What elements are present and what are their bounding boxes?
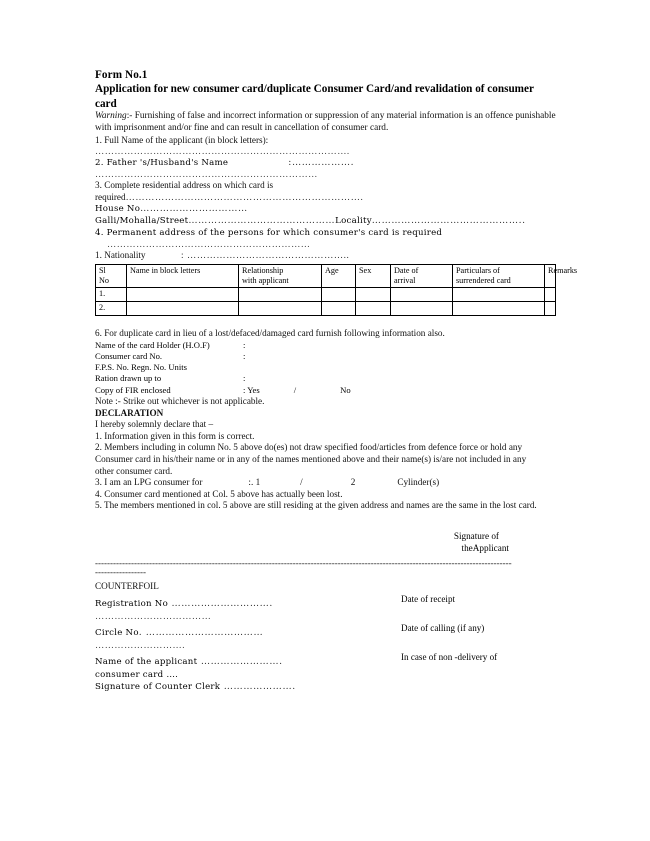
warning-paragraph <box>95 111 557 135</box>
col-sl-no-line2: No <box>99 275 110 285</box>
counterfoil-clerk-row <box>95 681 557 693</box>
section6-row-fps <box>95 362 557 373</box>
col-age <box>322 264 356 287</box>
field-full-name-label: 1. Full Name of the applicant (in block letters): <box>95 134 269 145</box>
col-date-line2: arrival <box>394 275 416 285</box>
fir-yes-option[interactable]: : Yes <box>243 384 260 395</box>
cell-date[interactable] <box>391 287 453 301</box>
cell-remarks[interactable] <box>545 301 556 315</box>
field-father-husband-name <box>95 157 557 169</box>
fir-slash: / <box>293 384 297 395</box>
field-address-required-label: required <box>95 191 126 202</box>
counterfoil-row-circle <box>95 622 557 640</box>
col-age-line1: Age <box>325 265 339 275</box>
field-full-name-dots[interactable]: ……………………………………………………………………. <box>95 146 350 157</box>
section6-row-ration <box>95 373 557 384</box>
counterfoil-applicant-dots[interactable]: ……………………. <box>197 655 283 667</box>
col-remarks-line1: Remarks <box>548 265 578 275</box>
cell-age[interactable] <box>322 287 356 301</box>
col-sl-no-line1: Sl <box>99 265 106 275</box>
members-table-body <box>96 287 556 315</box>
field-address-required-dots[interactable]: ………………………………………………………………. <box>125 191 364 202</box>
cell-relationship[interactable] <box>239 287 322 301</box>
declaration-heading: DECLARATION <box>95 407 164 418</box>
field-locality-label: Locality <box>335 216 372 227</box>
lpg-label: 3. I am an LPG consumer for <box>95 477 203 488</box>
counterfoil-circle-group <box>95 627 263 639</box>
cell-name[interactable] <box>127 287 239 301</box>
col-sex-line1: Sex <box>359 265 372 275</box>
cell-sex[interactable] <box>356 287 391 301</box>
colon-consumer-card-no: : <box>243 350 246 361</box>
counterfoil-date-of-calling: Date of calling (if any) <box>401 622 485 633</box>
colon-card-holder: : <box>243 339 246 350</box>
field-galli-dots[interactable]: ……………………………………… <box>188 215 336 227</box>
field-house-no-dots[interactable]: …………………………… <box>140 203 248 215</box>
counterfoil-clerk-label: Signature of Counter Clerk <box>95 681 221 692</box>
col-relationship-line2: with applicant <box>242 275 289 285</box>
declaration-intro: I hereby solemnly declare that – <box>95 419 214 430</box>
label-consumer-card-no: Consumer card No. <box>95 350 163 361</box>
field-father-husband-dots[interactable]: :………………. <box>288 157 355 169</box>
field-nationality-row <box>95 250 557 262</box>
cell-sl-no: 2. <box>96 301 127 315</box>
colon-ration: : <box>243 373 246 384</box>
cell-date[interactable] <box>391 301 453 315</box>
counterfoil-divider-short: ----------------- <box>95 566 146 577</box>
label-fps: F.P.S. No. Regn. No. Units <box>95 362 187 373</box>
label-ration: Ration drawn up to <box>95 373 162 384</box>
cell-relationship[interactable] <box>239 301 322 315</box>
field-permanent-address-dots[interactable]: ……………………………………………………… <box>107 239 311 250</box>
col-particulars <box>453 264 545 287</box>
counterfoil-applicant-label: Name of the applicant <box>95 656 198 667</box>
counterfoil-registration-dots[interactable]: …………………………. <box>168 597 273 609</box>
fir-no-option[interactable]: No <box>340 384 351 395</box>
counterfoil-circle-dots[interactable]: . ……………………………… <box>138 626 264 638</box>
declaration-point-2-end: other consumer card. <box>95 465 173 476</box>
members-table-head <box>96 264 578 287</box>
label-fir: Copy of FIR enclosed <box>95 384 171 395</box>
counterfoil-row-applicant <box>95 651 557 669</box>
field-nationality-label: 1. Nationality <box>95 250 146 261</box>
counterfoil-circle-underline[interactable]: ………………………. <box>95 639 185 650</box>
section6-row-card-holder <box>95 340 557 351</box>
field-nationality-value[interactable]: : ………………………………………….. <box>181 250 350 261</box>
members-table <box>95 264 578 316</box>
lpg-option-2[interactable]: 2 <box>350 477 356 488</box>
col-date-line1: Date of <box>394 265 419 275</box>
col-sl-no <box>96 264 127 287</box>
table-row[interactable] <box>96 301 556 315</box>
counterfoil-registration-group <box>95 598 273 610</box>
col-particulars-line2: surrendered card <box>456 275 511 285</box>
field-house-no-label: House No <box>95 204 141 215</box>
table-header-row <box>96 264 556 287</box>
cell-remarks[interactable] <box>545 287 556 301</box>
col-relationship-line1: Relationship <box>242 265 284 275</box>
declaration-point-4: 4. Consumer card mentioned at Col. 5 above has actually been lost. <box>95 488 343 499</box>
counterfoil-non-delivery: In case of non -delivery of <box>401 651 498 662</box>
field-permanent-address-label: 4. Permanent address of the persons for which consumer's card is required <box>95 228 443 239</box>
lpg-slash: / <box>300 477 303 488</box>
field-galli-locality-row <box>95 215 557 227</box>
field-father-husband-underline[interactable]: …………………………………………………………… <box>95 169 318 180</box>
counterfoil-applicant-group <box>95 656 283 668</box>
cell-sex[interactable] <box>356 301 391 315</box>
cell-particulars[interactable] <box>453 287 545 301</box>
col-relationship <box>239 264 322 287</box>
counterfoil-registration-underline[interactable]: ……………………………… <box>95 610 212 621</box>
counterfoil-date-of-receipt: Date of receipt <box>401 593 456 604</box>
declaration-point-2: 2. Members including in column No. 5 above do(es) not draw specified food/articles from defence force or hold any <box>95 442 523 453</box>
counterfoil-row-registration <box>95 593 557 611</box>
counterfoil-consumer-card-line: consumer card …. <box>95 669 179 680</box>
declaration-point-5: 5. The members mentioned in col. 5 above are still residing at the given address and names are the same in the lost card. <box>95 500 537 511</box>
section6-row-fir <box>95 385 557 396</box>
counterfoil-heading: COUNTERFOIL <box>95 580 159 591</box>
field-father-husband-label: 2. Father 's/Husband's Name <box>95 158 229 169</box>
col-date-of-arrival <box>391 264 453 287</box>
col-remarks <box>545 264 578 287</box>
warning-label: Warning <box>95 111 127 121</box>
form-number: Form No.1 <box>95 69 148 81</box>
col-sex <box>356 264 391 287</box>
counterfoil-circle-label: Circle No <box>95 627 139 638</box>
field-house-no-row <box>95 203 557 215</box>
lpg-unit-label: Cylinder(s) <box>397 477 440 488</box>
field-galli-label: Galli/Mohalla/Street <box>95 216 189 227</box>
warning-text: :- Furnishing of false and incorrect information or suppression of any material information is an offence punishable with imprisonment and/or fine and can result in cancellation of consumer card. <box>95 111 558 133</box>
field-address-required-row <box>95 192 557 204</box>
signature-line-2: theApplicant <box>461 543 509 554</box>
section6-heading: 6. For duplicate card in lieu of a lost/defaced/damaged card furnish following information also. <box>95 327 445 338</box>
lpg-option-1[interactable]: :. 1 <box>248 477 261 488</box>
table-row[interactable] <box>96 287 556 301</box>
field-address-label: 3. Complete residential address on which card is <box>95 180 274 191</box>
signature-line-1: Signature of <box>453 530 499 541</box>
section6-row-consumer-card-no <box>95 351 557 362</box>
counterfoil-clerk-dots[interactable]: …………………. <box>220 680 296 692</box>
declaration-point-2-cont: Consumer card in his/their name or in any of the names mentioned above and their name(s) is/are not included in any <box>95 454 527 465</box>
page-title: Application for new consumer card/duplicate Consumer Card/and revalidation of consumer card <box>95 83 534 110</box>
col-name <box>127 264 239 287</box>
cell-age[interactable] <box>322 301 356 315</box>
counterfoil-registration-label: Registration No <box>95 598 168 609</box>
label-card-holder: Name of the card Holder (H.O.F) <box>95 339 210 350</box>
cell-name[interactable] <box>127 301 239 315</box>
form-body <box>95 68 578 693</box>
declaration-point-3 <box>95 477 557 489</box>
cell-sl-no: 1. <box>96 287 127 301</box>
col-name-line1: Name in block letters <box>130 265 201 275</box>
declaration-point-1: 1. Information given in this form is correct. <box>95 430 255 441</box>
counterfoil-divider-long: ------------------------------------------------------------------------------------------------------------------------------------------- <box>95 557 512 568</box>
cell-particulars[interactable] <box>453 301 545 315</box>
field-locality-dots[interactable]: ……………………………………….. <box>371 215 526 227</box>
section6-note: Note :- Strike out whichever is not applicable. <box>95 396 265 407</box>
col-particulars-line1: Particulars of <box>456 265 500 275</box>
